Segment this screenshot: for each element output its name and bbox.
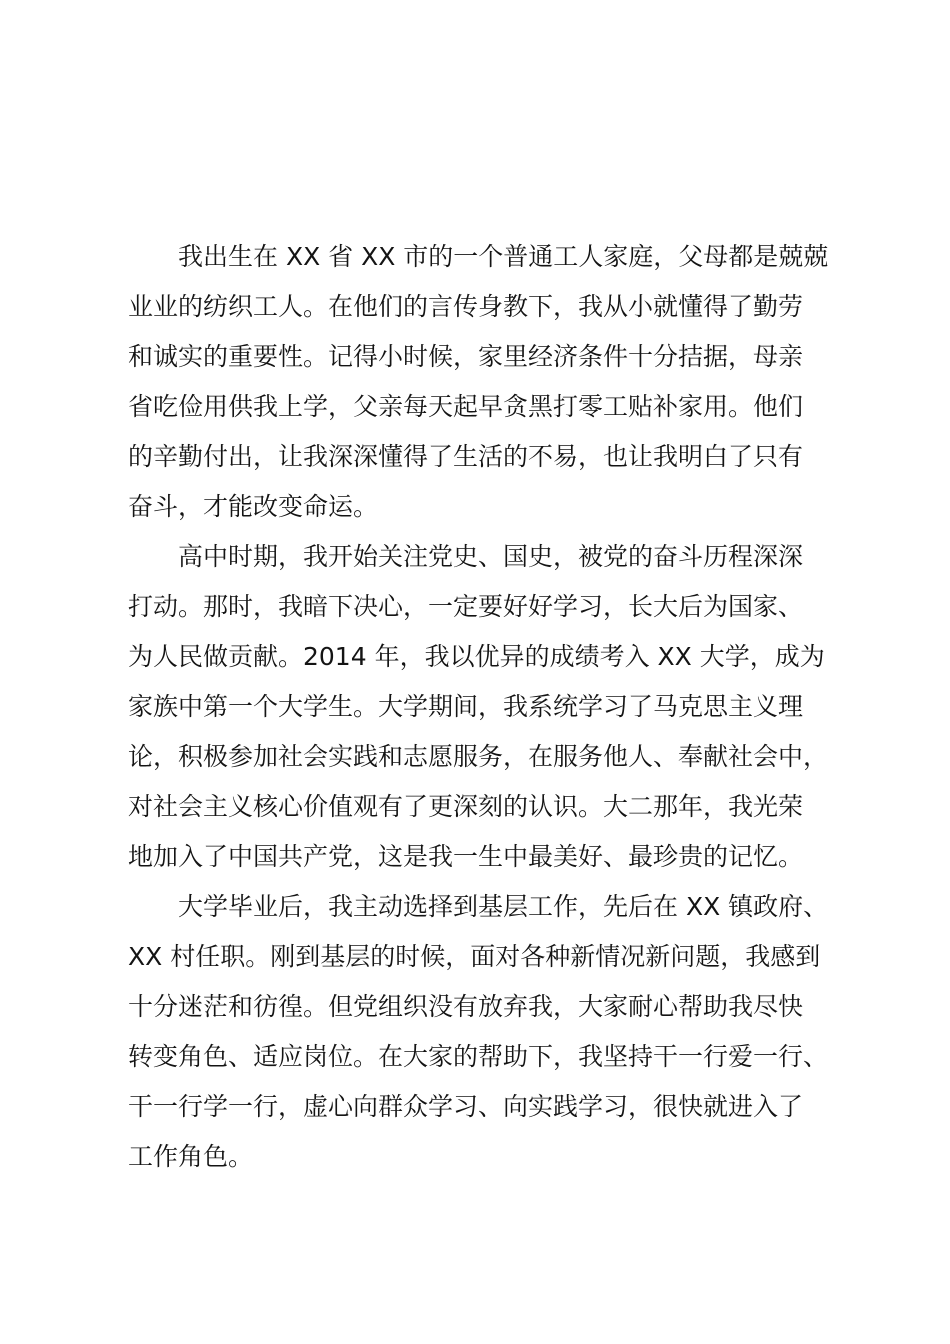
text-line: 十分迷茫和彷徨。但党组织没有放弃我，大家耐心帮助我尽快	[128, 992, 804, 1021]
document-body	[128, 232, 840, 1182]
text-line: 干一行学一行，虚心向群众学习、向实践学习，很快就进入了	[128, 1092, 804, 1121]
text-line: 我出生在 XX 省 XX 市的一个普通工人家庭，父母都是兢兢	[178, 242, 829, 271]
text-line: 奋斗，才能改变命运。	[128, 492, 379, 521]
text-line: 转变角色、适应岗位。在大家的帮助下，我坚持干一行爱一行、	[128, 1042, 829, 1071]
text-line: 地加入了中国共产党，这是我一生中最美好、最珍贵的记忆。	[128, 842, 804, 871]
text-line: 的辛勤付出，让我深深懂得了生活的不易，也让我明白了只有	[128, 442, 804, 471]
text-line: 省吃俭用供我上学，父亲每天起早贪黑打零工贴补家用。他们	[128, 392, 804, 421]
text-line: 大学毕业后，我主动选择到基层工作，先后在 XX 镇政府、	[178, 892, 829, 921]
text-line: 家族中第一个大学生。大学期间，我系统学习了马克思主义理	[128, 692, 804, 721]
text-line: 为人民做贡献。2014 年，我以优异的成绩考入 XX 大学，成为	[128, 642, 825, 671]
text-line: 打动。那时，我暗下决心，一定要好好学习，长大后为国家、	[128, 592, 804, 621]
paragraph-education	[128, 532, 840, 882]
text-line: 论，积极参加社会实践和志愿服务，在服务他人、奉献社会中，	[128, 742, 829, 771]
text-line: 对社会主义核心价值观有了更深刻的认识。大二那年，我光荣	[128, 792, 804, 821]
paragraph-family-background	[128, 232, 840, 532]
text-line: 业业的纺织工人。在他们的言传身教下，我从小就懂得了勤劳	[128, 292, 804, 321]
text-line: XX 村任职。刚到基层的时候，面对各种新情况新问题，我感到	[128, 942, 821, 971]
text-line: 工作角色。	[128, 1142, 254, 1171]
text-line: 高中时期，我开始关注党史、国史，被党的奋斗历程深深	[178, 542, 804, 571]
paragraph-grassroots-work	[128, 882, 840, 1182]
text-line: 和诚实的重要性。记得小时候，家里经济条件十分拮据，母亲	[128, 342, 804, 371]
